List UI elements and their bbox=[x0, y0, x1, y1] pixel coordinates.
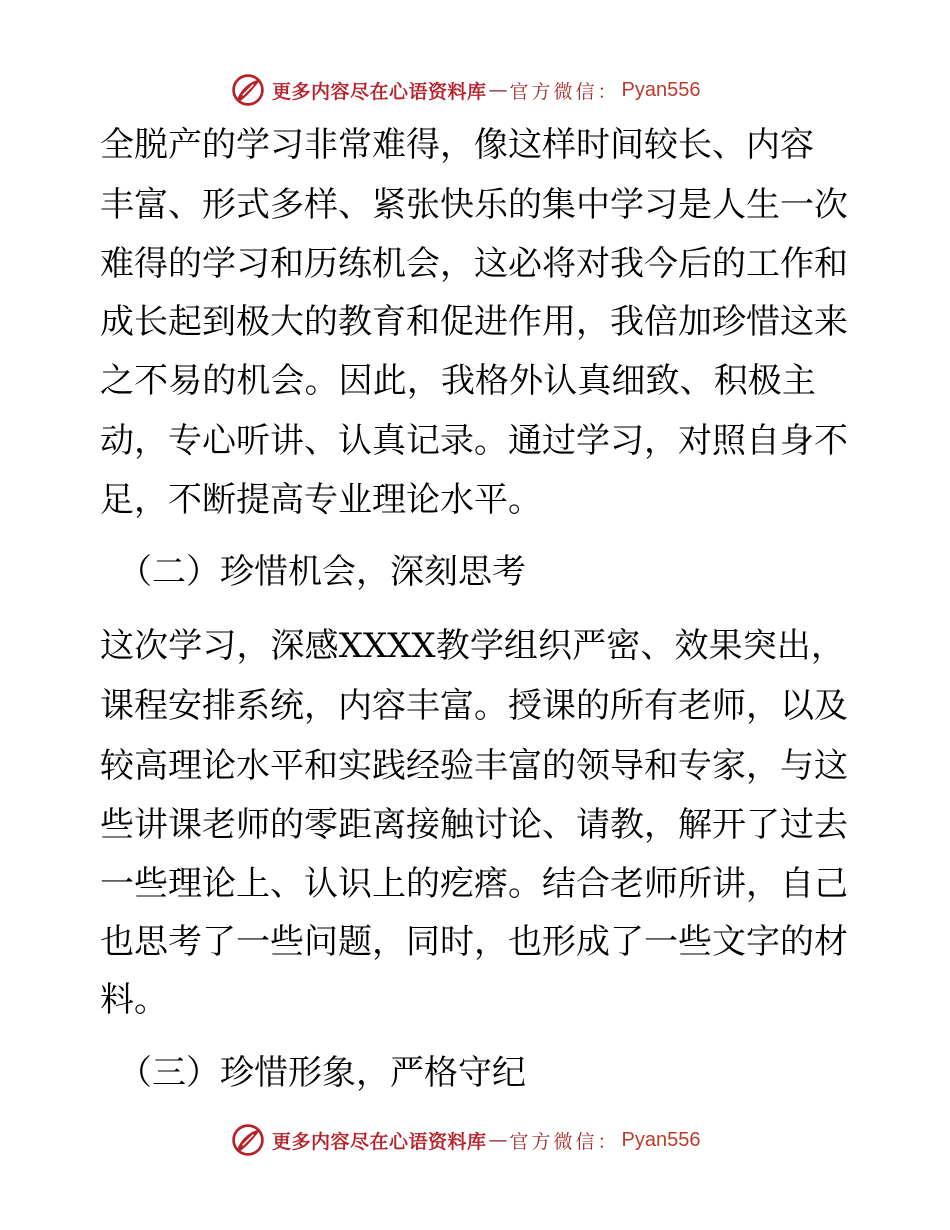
text-glyph: 学 bbox=[576, 421, 610, 461]
text-glyph: 时 bbox=[440, 922, 474, 962]
text-glyph: 和 bbox=[814, 244, 848, 284]
text-glyph: 学 bbox=[168, 626, 203, 666]
text-glyph: 张 bbox=[406, 185, 440, 225]
text-glyph: 以 bbox=[780, 686, 814, 726]
paragraph-line bbox=[100, 300, 848, 344]
text-glyph: 经 bbox=[406, 746, 440, 786]
text-glyph: 触 bbox=[440, 805, 474, 845]
text-glyph: 有 bbox=[644, 686, 678, 726]
text-glyph: 学 bbox=[610, 185, 644, 225]
text-glyph: 接 bbox=[406, 805, 440, 845]
text-glyph: 富 bbox=[440, 686, 474, 726]
text-glyph: 请 bbox=[576, 805, 610, 845]
text-glyph: 系 bbox=[236, 686, 270, 726]
text-glyph: 中 bbox=[576, 185, 610, 225]
text-glyph: 因 bbox=[338, 361, 373, 401]
text-glyph: 这 bbox=[814, 746, 848, 786]
paragraph-line: 料。 bbox=[100, 980, 168, 1020]
text-glyph: ， bbox=[236, 626, 271, 666]
text-glyph: 课 bbox=[168, 805, 202, 845]
text-glyph: 排 bbox=[202, 686, 236, 726]
text-glyph: 会 bbox=[406, 244, 440, 284]
text-glyph: 后 bbox=[678, 244, 712, 284]
text-glyph: 极 bbox=[747, 361, 782, 401]
text-glyph: 平 bbox=[270, 746, 304, 786]
text-glyph: 惜 bbox=[746, 302, 780, 342]
text-glyph: ， bbox=[644, 805, 678, 845]
watermark-brand: 更多内容尽在心语资料库 bbox=[272, 80, 487, 103]
text-glyph: 所 bbox=[678, 864, 712, 904]
text-glyph: 。 bbox=[474, 686, 508, 726]
text-glyph: 记 bbox=[406, 421, 440, 461]
text-glyph: ， bbox=[372, 922, 406, 962]
text-glyph: 照 bbox=[712, 421, 746, 461]
paragraph-line bbox=[100, 803, 848, 847]
text-glyph: 的 bbox=[508, 185, 542, 225]
text-glyph: ， bbox=[134, 421, 168, 461]
text-glyph: 作 bbox=[508, 302, 542, 342]
text-glyph: 认 bbox=[304, 864, 338, 904]
text-glyph: 不 bbox=[134, 361, 169, 401]
text-glyph: 用 bbox=[542, 302, 576, 342]
text-glyph: 论 bbox=[202, 746, 236, 786]
text-glyph: 了 bbox=[202, 922, 236, 962]
text-glyph: ， bbox=[746, 746, 780, 786]
paragraph-line: 足，不断提高专业理论水平。 bbox=[100, 480, 542, 520]
text-glyph: 心 bbox=[202, 421, 236, 461]
brand-logo-icon bbox=[230, 72, 266, 108]
text-glyph: 结 bbox=[542, 864, 576, 904]
text-glyph: 一 bbox=[236, 922, 270, 962]
text-glyph: 这 bbox=[100, 626, 134, 666]
text-glyph: 题 bbox=[338, 922, 372, 962]
watermark-brand: 更多内容尽在心语资料库 bbox=[272, 1130, 487, 1153]
text-glyph: 成 bbox=[576, 922, 610, 962]
text-glyph: 讨 bbox=[474, 805, 508, 845]
text-glyph: 合 bbox=[576, 864, 610, 904]
text-glyph: 理 bbox=[168, 746, 202, 786]
text-glyph: ， bbox=[746, 686, 780, 726]
text-glyph: 我 bbox=[610, 302, 644, 342]
text-glyph: 的 bbox=[780, 922, 814, 962]
text-glyph: 统 bbox=[270, 686, 304, 726]
text-glyph: 和 bbox=[644, 746, 678, 786]
text-glyph: 疙 bbox=[440, 864, 474, 904]
text-glyph: 机 bbox=[236, 361, 271, 401]
text-glyph: 认 bbox=[543, 361, 578, 401]
brand-logo-icon bbox=[230, 1122, 266, 1158]
text-glyph: 师 bbox=[236, 805, 270, 845]
text-glyph: 专 bbox=[168, 421, 202, 461]
paragraph-line bbox=[100, 624, 845, 668]
text-glyph: 之 bbox=[100, 361, 134, 401]
watermark-footer bbox=[230, 1120, 701, 1160]
text-glyph: 讲 bbox=[270, 421, 304, 461]
text-glyph: 工 bbox=[746, 244, 780, 284]
text-glyph: 出 bbox=[776, 626, 811, 666]
text-glyph: 上 bbox=[236, 864, 270, 904]
text-glyph: 对 bbox=[576, 244, 610, 284]
text-glyph: 集 bbox=[542, 185, 576, 225]
text-glyph: 验 bbox=[440, 746, 474, 786]
text-glyph: 授 bbox=[508, 686, 542, 726]
text-glyph: 我 bbox=[610, 244, 644, 284]
watermark-header bbox=[230, 70, 701, 110]
text-glyph: 到 bbox=[202, 302, 236, 342]
text-glyph: 同 bbox=[406, 922, 440, 962]
paragraph-line bbox=[100, 744, 848, 788]
text-glyph: ， bbox=[644, 421, 678, 461]
text-glyph: 必 bbox=[508, 244, 542, 284]
text-glyph: 论 bbox=[202, 864, 236, 904]
text-glyph: 次 bbox=[814, 185, 848, 225]
text-glyph: 果 bbox=[708, 626, 743, 666]
text-glyph: 样 bbox=[304, 185, 338, 225]
text-glyph: 、 bbox=[304, 421, 338, 461]
text-glyph: 和 bbox=[406, 302, 440, 342]
text-glyph: 老 bbox=[678, 686, 712, 726]
text-glyph: 理 bbox=[168, 864, 202, 904]
text-glyph: 起 bbox=[168, 302, 202, 342]
text-glyph: 长 bbox=[134, 302, 168, 342]
text-glyph: 上 bbox=[372, 864, 406, 904]
text-glyph: 深 bbox=[270, 626, 305, 666]
text-glyph: 难 bbox=[100, 244, 134, 284]
text-glyph: 的 bbox=[406, 864, 440, 904]
text-glyph: 瘩 bbox=[474, 864, 508, 904]
paragraph-line bbox=[100, 684, 848, 728]
text-glyph: 习 bbox=[610, 421, 644, 461]
text-glyph: 我 bbox=[440, 361, 475, 401]
watermark-label: 官方微信： bbox=[509, 80, 620, 103]
text-glyph: 效 bbox=[674, 626, 709, 666]
text-glyph: 习 bbox=[236, 244, 270, 284]
text-glyph: 与 bbox=[780, 746, 814, 786]
text-glyph: 珍 bbox=[712, 302, 746, 342]
watermark-dash: — bbox=[488, 1129, 508, 1151]
paragraph-line bbox=[100, 359, 816, 403]
text-glyph: 听 bbox=[236, 421, 270, 461]
text-glyph: 多 bbox=[270, 185, 304, 225]
text-glyph: 细 bbox=[611, 361, 646, 401]
text-glyph: 老 bbox=[202, 805, 236, 845]
text-glyph: 育 bbox=[372, 302, 406, 342]
text-glyph: 一 bbox=[100, 864, 134, 904]
text-glyph: 些 bbox=[678, 922, 712, 962]
text-glyph: 主 bbox=[781, 361, 816, 401]
text-glyph: 学 bbox=[469, 626, 504, 666]
text-glyph: ， bbox=[576, 302, 610, 342]
text-glyph: 课 bbox=[542, 686, 576, 726]
text-glyph: 乐 bbox=[474, 185, 508, 225]
text-glyph: 实 bbox=[338, 746, 372, 786]
text-glyph: 易 bbox=[168, 361, 203, 401]
text-glyph: 家 bbox=[712, 746, 746, 786]
watermark-label: 官方微信： bbox=[509, 1130, 620, 1153]
text-glyph: 极 bbox=[236, 302, 270, 342]
text-glyph: 己 bbox=[814, 864, 848, 904]
text-glyph: 历 bbox=[304, 244, 338, 284]
text-glyph: 较 bbox=[100, 746, 134, 786]
text-glyph: 感 bbox=[304, 626, 339, 666]
text-glyph: 考 bbox=[168, 922, 202, 962]
text-glyph: ， bbox=[746, 864, 780, 904]
text-glyph: ， bbox=[406, 361, 441, 401]
text-glyph: 严 bbox=[572, 626, 607, 666]
text-glyph: 紧 bbox=[372, 185, 406, 225]
text-glyph: 作 bbox=[780, 244, 814, 284]
text-glyph: 机 bbox=[372, 244, 406, 284]
text-glyph: 课 bbox=[100, 686, 134, 726]
text-glyph: 致 bbox=[645, 361, 680, 401]
paragraph-line bbox=[100, 419, 848, 463]
text-glyph: 格 bbox=[475, 361, 510, 401]
text-glyph: 式 bbox=[236, 185, 270, 225]
text-glyph: 教 bbox=[338, 302, 372, 342]
text-glyph: 真 bbox=[372, 421, 406, 461]
text-glyph: 生 bbox=[746, 185, 780, 225]
section-heading: （三）珍惜形象，严格守纪 bbox=[118, 1053, 526, 1093]
text-glyph: 得 bbox=[134, 244, 168, 284]
text-glyph: 一 bbox=[780, 185, 814, 225]
text-glyph: 、 bbox=[679, 361, 714, 401]
text-glyph: 认 bbox=[338, 421, 372, 461]
text-glyph: ， bbox=[810, 626, 845, 666]
text-glyph: 织 bbox=[538, 626, 573, 666]
text-glyph: 大 bbox=[270, 302, 304, 342]
text-glyph: 这 bbox=[474, 244, 508, 284]
watermark-wechat-id: Pyan556 bbox=[621, 78, 701, 101]
watermark-dash: — bbox=[488, 79, 508, 101]
text-glyph: 的 bbox=[202, 361, 237, 401]
text-glyph: 通 bbox=[508, 421, 542, 461]
text-glyph: 开 bbox=[712, 805, 746, 845]
text-glyph: 过 bbox=[542, 421, 576, 461]
text-glyph: 富 bbox=[508, 746, 542, 786]
paragraph-line bbox=[100, 862, 848, 906]
text-glyph: 。 bbox=[304, 361, 339, 401]
text-glyph: XXXX bbox=[338, 626, 436, 666]
text-glyph: 身 bbox=[780, 421, 814, 461]
text-glyph: 快 bbox=[440, 185, 474, 225]
text-glyph: 的 bbox=[168, 244, 202, 284]
watermark-wechat-id: Pyan556 bbox=[621, 1128, 701, 1151]
text-glyph: 师 bbox=[644, 864, 678, 904]
text-glyph: 、 bbox=[542, 805, 576, 845]
text-glyph: 突 bbox=[742, 626, 777, 666]
text-glyph: 将 bbox=[542, 244, 576, 284]
text-glyph: 、 bbox=[270, 864, 304, 904]
text-glyph: 今 bbox=[644, 244, 678, 284]
text-glyph: 丰 bbox=[406, 686, 440, 726]
text-glyph: ， bbox=[304, 686, 338, 726]
text-glyph: 了 bbox=[610, 922, 644, 962]
text-glyph: 去 bbox=[814, 805, 848, 845]
text-glyph: 离 bbox=[372, 805, 406, 845]
text-glyph: 的 bbox=[576, 686, 610, 726]
text-glyph: 一 bbox=[644, 922, 678, 962]
text-glyph: 距 bbox=[338, 805, 372, 845]
text-glyph: 识 bbox=[338, 864, 372, 904]
text-glyph: 讲 bbox=[134, 805, 168, 845]
text-glyph: 丰 bbox=[100, 185, 134, 225]
text-glyph: 字 bbox=[746, 922, 780, 962]
text-glyph: 专 bbox=[678, 746, 712, 786]
text-glyph: 也 bbox=[100, 922, 134, 962]
text-glyph: 领 bbox=[576, 746, 610, 786]
text-glyph: 践 bbox=[372, 746, 406, 786]
text-glyph: 动 bbox=[100, 421, 134, 461]
text-glyph: 文 bbox=[712, 922, 746, 962]
text-glyph: 次 bbox=[134, 626, 169, 666]
text-glyph: 教 bbox=[435, 626, 470, 666]
text-glyph: 录 bbox=[440, 421, 474, 461]
text-glyph: 是 bbox=[678, 185, 712, 225]
text-glyph: 的 bbox=[270, 805, 304, 845]
text-glyph: 会 bbox=[270, 361, 305, 401]
text-glyph: 所 bbox=[610, 686, 644, 726]
text-glyph: 解 bbox=[678, 805, 712, 845]
text-glyph: 水 bbox=[236, 746, 270, 786]
text-glyph: 些 bbox=[270, 922, 304, 962]
text-glyph: 零 bbox=[304, 805, 338, 845]
paragraph-line bbox=[100, 242, 848, 286]
text-glyph: 的 bbox=[712, 244, 746, 284]
text-glyph: 倍 bbox=[644, 302, 678, 342]
text-glyph: 过 bbox=[780, 805, 814, 845]
text-glyph: 形 bbox=[202, 185, 236, 225]
text-glyph: 也 bbox=[508, 922, 542, 962]
text-glyph: 自 bbox=[780, 864, 814, 904]
text-glyph: 这 bbox=[780, 302, 814, 342]
text-glyph: 、 bbox=[338, 185, 372, 225]
text-glyph: 习 bbox=[202, 626, 237, 666]
text-glyph: ， bbox=[474, 922, 508, 962]
text-glyph: 讲 bbox=[712, 864, 746, 904]
text-glyph: 不 bbox=[814, 421, 848, 461]
text-glyph: 教 bbox=[610, 805, 644, 845]
section-heading: （二）珍惜机会，深刻思考 bbox=[118, 552, 526, 592]
text-glyph: 外 bbox=[509, 361, 544, 401]
text-glyph: 、 bbox=[640, 626, 675, 666]
text-glyph: 安 bbox=[168, 686, 202, 726]
text-glyph: 问 bbox=[304, 922, 338, 962]
text-glyph: 内 bbox=[338, 686, 372, 726]
text-glyph: 来 bbox=[814, 302, 848, 342]
text-glyph: 思 bbox=[134, 922, 168, 962]
text-glyph: 和 bbox=[270, 244, 304, 284]
text-glyph: 此 bbox=[372, 361, 407, 401]
text-glyph: 加 bbox=[678, 302, 712, 342]
paragraph-line bbox=[100, 920, 848, 964]
text-glyph: 积 bbox=[713, 361, 748, 401]
text-glyph: 材 bbox=[814, 922, 848, 962]
text-glyph: 及 bbox=[814, 686, 848, 726]
text-glyph: 成 bbox=[100, 302, 134, 342]
text-glyph: 丰 bbox=[474, 746, 508, 786]
text-glyph: 自 bbox=[746, 421, 780, 461]
text-glyph: 。 bbox=[508, 864, 542, 904]
text-glyph: 师 bbox=[712, 686, 746, 726]
text-glyph: 学 bbox=[202, 244, 236, 284]
text-glyph: 。 bbox=[474, 421, 508, 461]
text-glyph: 了 bbox=[746, 805, 780, 845]
text-glyph: 组 bbox=[503, 626, 538, 666]
text-glyph: ， bbox=[440, 244, 474, 284]
text-glyph: 高 bbox=[134, 746, 168, 786]
text-glyph: 形 bbox=[542, 922, 576, 962]
text-glyph: 人 bbox=[712, 185, 746, 225]
text-glyph: 论 bbox=[508, 805, 542, 845]
text-glyph: 密 bbox=[606, 626, 641, 666]
text-glyph: 些 bbox=[100, 805, 134, 845]
paragraph-line bbox=[100, 183, 848, 227]
text-glyph: 进 bbox=[474, 302, 508, 342]
text-glyph: 的 bbox=[304, 302, 338, 342]
text-glyph: 对 bbox=[678, 421, 712, 461]
text-glyph: 富 bbox=[134, 185, 168, 225]
text-glyph: 和 bbox=[304, 746, 338, 786]
text-glyph: 练 bbox=[338, 244, 372, 284]
paragraph-line: 全脱产的学习非常难得，像这样时间较长、内容 bbox=[100, 125, 814, 165]
text-glyph: 程 bbox=[134, 686, 168, 726]
text-glyph: 真 bbox=[577, 361, 612, 401]
text-glyph: 导 bbox=[610, 746, 644, 786]
text-glyph: 习 bbox=[644, 185, 678, 225]
text-glyph: 促 bbox=[440, 302, 474, 342]
text-glyph: 容 bbox=[372, 686, 406, 726]
text-glyph: 、 bbox=[168, 185, 202, 225]
text-glyph: 的 bbox=[542, 746, 576, 786]
text-glyph: 些 bbox=[134, 864, 168, 904]
text-glyph: 老 bbox=[610, 864, 644, 904]
